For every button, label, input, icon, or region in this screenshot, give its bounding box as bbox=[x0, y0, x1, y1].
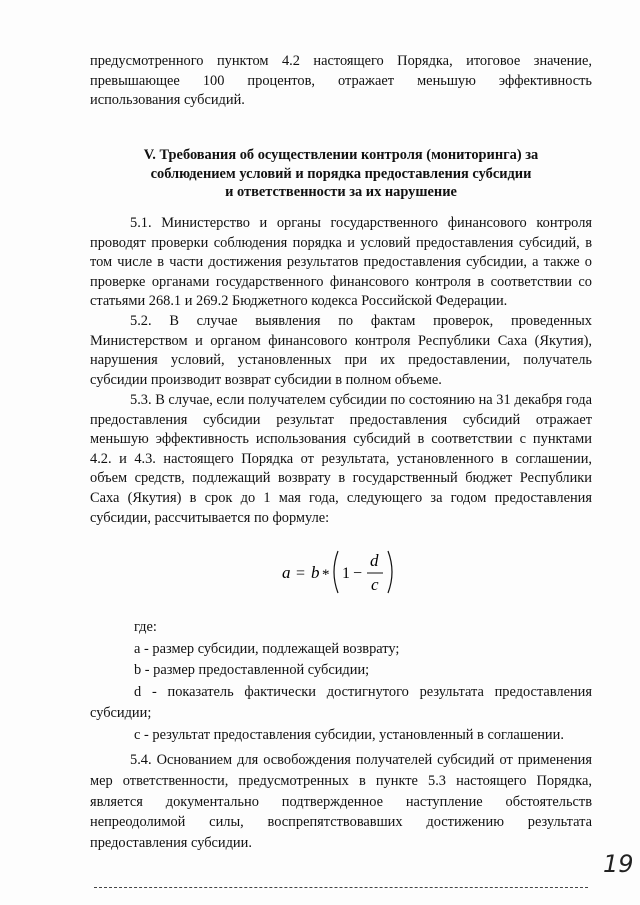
page-number: 19 bbox=[603, 850, 634, 878]
section-heading-line-2: соблюдением условий и порядка предоставления субсидии bbox=[150, 165, 532, 182]
section-heading-line-3: и ответственности за их нарушение bbox=[225, 184, 457, 200]
paragraph-5-2-block bbox=[90, 312, 592, 390]
paragraph-5-1: 5.1. Министерство и органы государственного финансового контроля проводят проверки соблюдения порядка и условий предоставления субсидий, в том числе в части достижения результатов предоставления субсидии, а также о проверке органами государственного финансового контроля в соответствии со статьями 268.1 и 269.2 Бюджетного кодекса Российской Федерации. bbox=[90, 215, 592, 310]
formula-right-paren bbox=[388, 551, 392, 593]
paragraph-5-4: 5.4. Основанием для освобождения получателей субсидий от применения мер ответственности, предусмотренных в пункте 5.3 настоящего Порядка, является документально подтвержденное наступление обстоятельств непреодолимой силы, воспрепятствовавших достижению результата предоставления субсидии. bbox=[90, 752, 592, 852]
section-heading bbox=[90, 146, 592, 202]
legend-b: b - размер предоставленной субсидии; bbox=[134, 662, 370, 678]
intro-line-2: превышающее 100 процентов, отражает меньшую эффективность bbox=[90, 72, 592, 89]
formula-left-paren bbox=[334, 551, 338, 593]
intro-paragraph bbox=[90, 52, 592, 111]
footer-rule bbox=[94, 887, 588, 888]
legend-where: где: bbox=[134, 619, 157, 635]
formula-a: a bbox=[282, 563, 291, 582]
formula-equals: = bbox=[296, 565, 306, 582]
legend-d: d - показатель фактически достигнутого результата предоставления субсидии; bbox=[90, 683, 592, 721]
intro-line-3: использования субсидий. bbox=[90, 92, 245, 109]
paragraph-5-3: 5.3. В случае, если получателем субсидии по состоянию на 31 декабря года предоставления субсидии результат предоставления субсидий отражает меньшую эффективность использования субсидий в соответствии с пунктами 4.2. и 4.3. настоящего Порядка от результата, установленного в соглашении, объем средств, подлежащий возврату в государственный бюджет Республики Саха (Якутия) в срок до 1 мая года, следующего за годом предоставления субсидии, рассчитывается по формуле: bbox=[90, 392, 592, 526]
formula-one: 1 bbox=[342, 565, 350, 582]
formula-c: c bbox=[371, 575, 379, 594]
paragraph-5-1-block bbox=[90, 214, 592, 312]
formula-star: * bbox=[322, 567, 330, 583]
legend-c: с - результат предоставления субсидии, установленный в соглашении. bbox=[134, 726, 564, 743]
formula-legend bbox=[90, 617, 592, 746]
intro-line-1: предусмотренного пунктом 4.2 настоящего Порядка, итоговое значение, bbox=[90, 53, 592, 69]
paragraph-5-4-block bbox=[90, 750, 592, 854]
paragraph-5-3-block bbox=[90, 391, 592, 528]
refund-formula bbox=[280, 547, 420, 597]
legend-a: а - размер субсидии, подлежащей возврату; bbox=[134, 640, 400, 657]
paragraph-5-2: 5.2. В случае выявления по фактам проверок, проведенных Министерством и органом финансового контроля Республики Саха (Якутия), нарушения условий, установленных при их предоставлении, получатель субсидии производит возврат субсидии в полном объеме. bbox=[90, 313, 592, 388]
formula-b: b bbox=[311, 563, 320, 582]
section-heading-line-1: V. Требования об осуществлении контроля (мониторинга) за bbox=[143, 147, 539, 163]
formula-d: d bbox=[370, 551, 379, 570]
formula-minus: − bbox=[353, 565, 363, 582]
